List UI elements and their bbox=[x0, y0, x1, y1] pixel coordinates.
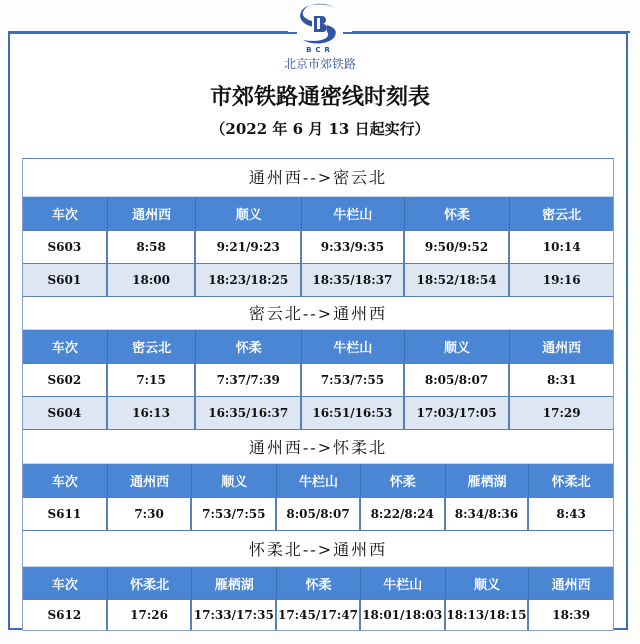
section-title-tongzhouxi-to-huairoubei: 通州西-->怀柔北 bbox=[23, 429, 613, 464]
time-cell: 7:37/7:39 bbox=[196, 364, 302, 396]
page-title: 市郊铁路通密线时刻表 bbox=[209, 84, 430, 110]
column-header: 怀柔 bbox=[405, 197, 511, 230]
column-header: 怀柔 bbox=[196, 330, 302, 363]
train-number: S611 bbox=[23, 498, 108, 530]
column-header: 顺义 bbox=[405, 330, 511, 363]
time-cell: 16:35/16:37 bbox=[196, 397, 302, 429]
section-title-miyunbei-to-tongzhouxi: 密云北-->通州西 bbox=[23, 296, 613, 330]
time-cell: 18:01/18:03 bbox=[361, 600, 446, 630]
time-cell: 18:00 bbox=[108, 264, 197, 296]
time-cell: 9:50/9:52 bbox=[405, 231, 511, 263]
column-header: 车次 bbox=[23, 464, 108, 497]
time-cell: 18:39 bbox=[552, 608, 591, 622]
time-cell: 17:29 bbox=[542, 406, 581, 420]
column-header: 密云北 bbox=[108, 330, 197, 363]
column-header: 怀柔 bbox=[277, 567, 361, 599]
time-cell: 8:05/8:07 bbox=[277, 498, 361, 530]
table-row bbox=[23, 599, 613, 630]
train-number: S604 bbox=[23, 397, 108, 429]
time-cell: 16:51/16:53 bbox=[302, 397, 405, 429]
column-header: 车次 bbox=[23, 197, 108, 230]
column-header: 怀柔北 bbox=[108, 567, 193, 599]
column-header: 怀柔 bbox=[361, 464, 446, 497]
time-cell: 16:13 bbox=[108, 397, 197, 429]
column-header: 怀柔北 bbox=[551, 475, 591, 490]
column-header: 顺义 bbox=[446, 567, 530, 599]
column-header: 车次 bbox=[23, 330, 108, 363]
timetable bbox=[22, 158, 614, 631]
time-cell: 8:05/8:07 bbox=[405, 364, 511, 396]
time-cell: 9:21/9:23 bbox=[196, 231, 302, 263]
train-number: S603 bbox=[23, 231, 108, 263]
effective-date: （2022 年 6 月 13 日起实行） bbox=[210, 120, 430, 138]
logo-bcr-text: BCR bbox=[306, 46, 334, 54]
time-cell: 19:16 bbox=[542, 273, 581, 287]
time-cell: 8:31 bbox=[546, 373, 577, 387]
table-header-row bbox=[23, 330, 613, 363]
time-cell: 18:23/18:25 bbox=[196, 264, 302, 296]
table-row bbox=[23, 263, 613, 296]
time-cell: 18:13/18:15 bbox=[446, 600, 530, 630]
time-cell: 7:53/7:55 bbox=[192, 498, 277, 530]
column-header: 顺义 bbox=[196, 197, 302, 230]
column-header: 牛栏山 bbox=[302, 197, 405, 230]
table-header-row bbox=[23, 567, 613, 599]
column-header: 车次 bbox=[23, 567, 108, 599]
time-cell: 18:52/18:54 bbox=[405, 264, 511, 296]
column-header: 牛栏山 bbox=[361, 567, 446, 599]
time-cell: 17:03/17:05 bbox=[405, 397, 511, 429]
time-cell: 9:33/9:35 bbox=[302, 231, 405, 263]
time-cell: 8:43 bbox=[556, 507, 586, 521]
organization-name: 北京市郊铁路 bbox=[283, 57, 356, 71]
time-cell: 18:35/18:37 bbox=[302, 264, 405, 296]
time-cell: 7:15 bbox=[108, 364, 197, 396]
column-header: 通州西 bbox=[551, 577, 591, 593]
column-header: 通州西 bbox=[108, 197, 197, 230]
column-header: 密云北 bbox=[542, 208, 582, 223]
column-header: 顺义 bbox=[192, 464, 277, 497]
train-number: S612 bbox=[23, 600, 108, 630]
table-row bbox=[23, 396, 613, 429]
section-title-huairoubei-to-tongzhouxi: 怀柔北-->通州西 bbox=[23, 530, 613, 567]
time-cell: 17:45/17:47 bbox=[277, 600, 361, 630]
table-row bbox=[23, 230, 613, 263]
time-cell: 8:34/8:36 bbox=[446, 498, 530, 530]
column-header: 雁栖湖 bbox=[192, 567, 277, 599]
train-number: S601 bbox=[23, 264, 108, 296]
train-number: S602 bbox=[23, 364, 108, 396]
column-header: 通州西 bbox=[108, 464, 193, 497]
time-cell: 10:14 bbox=[542, 240, 581, 254]
table-header-row bbox=[23, 197, 613, 230]
table-row bbox=[23, 497, 613, 530]
table-row bbox=[23, 363, 613, 396]
column-header: 牛栏山 bbox=[302, 330, 405, 363]
column-header: 雁栖湖 bbox=[446, 464, 530, 497]
time-cell: 8:58 bbox=[108, 231, 197, 263]
column-header: 通州西 bbox=[542, 341, 582, 356]
section-title-tongzhouxi-to-miyunbei: 通州西-->密云北 bbox=[23, 159, 613, 197]
time-cell: 7:30 bbox=[108, 498, 193, 530]
bcr-logo-icon bbox=[297, 2, 343, 46]
time-cell: 17:33/17:35 bbox=[192, 600, 277, 630]
time-cell: 8:22/8:24 bbox=[361, 498, 446, 530]
time-cell: 17:26 bbox=[108, 600, 193, 630]
table-header-row bbox=[23, 464, 613, 497]
time-cell: 7:53/7:55 bbox=[302, 364, 405, 396]
column-header: 牛栏山 bbox=[277, 464, 361, 497]
